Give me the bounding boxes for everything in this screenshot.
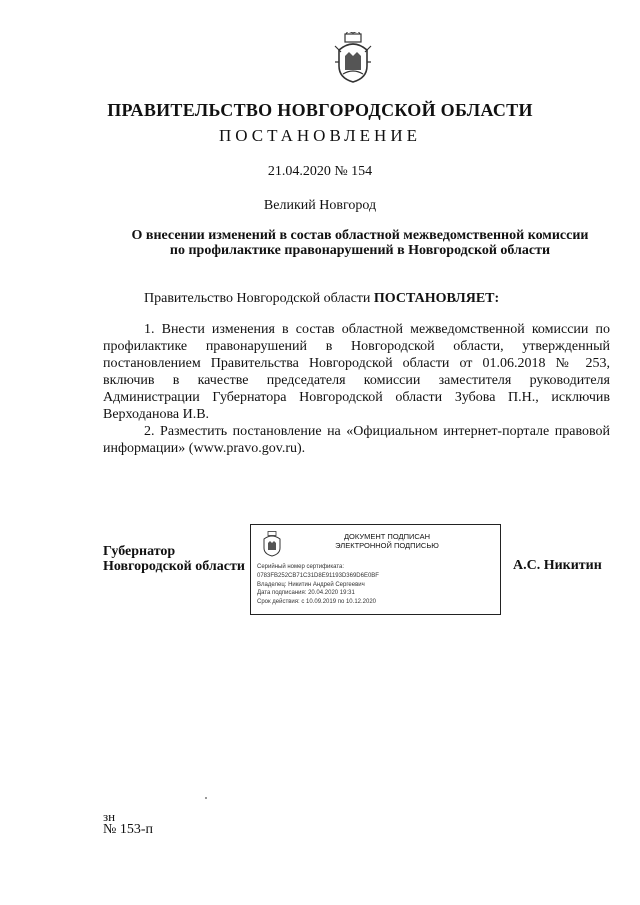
cert-number: 0783FB252CB71C31D8E91193D369D6E0BF	[257, 572, 379, 579]
preamble	[103, 290, 610, 307]
stamp-title-line-2: ЭЛЕКТРОННОЙ ПОДПИСЬЮ	[335, 541, 439, 550]
preamble-text: Правительство Новгородской области	[144, 291, 374, 306]
cert-owner: Владелец: Никитин Андрей Сергеевич	[257, 581, 365, 588]
stamp-emblem-icon	[261, 531, 283, 557]
cert-validity: Срок действия: с 10.09.2019 по 10.12.2020	[257, 599, 377, 606]
footer-initials: зн	[103, 809, 116, 824]
electronic-signature-stamp	[250, 524, 501, 615]
signer-title-line-1: Губернатор	[103, 544, 176, 559]
date-number-line: 21.04.2020 № 154	[267, 164, 373, 179]
footer-reg-number: № 153-п	[103, 822, 154, 837]
cert-label: Серийный номер сертификата:	[257, 564, 345, 570]
document-body	[103, 290, 610, 457]
document-type: ПОСТАНОВЛЕНИЕ	[218, 126, 421, 145]
signed-date: Дата подписания: 20.04.2020 19:31	[257, 590, 355, 597]
stamp-title	[287, 532, 487, 550]
footer-notes	[103, 810, 153, 836]
stamp-details	[257, 563, 379, 607]
document-subject	[100, 228, 620, 258]
signer-title	[103, 544, 245, 574]
government-name: ПРАВИТЕЛЬСТВО НОВГОРОДСКОЙ ОБЛАСТИ	[107, 100, 533, 120]
subject-line-1: О внесении изменений в состав областной межведомственной комиссии	[131, 228, 589, 243]
item-2: 2. Разместить постановление на «Официальном интернет-портале правовой информации» (www.pravo.gov.ru).	[103, 424, 610, 456]
preamble-decree: ПОСТАНОВЛЯЕТ:	[373, 291, 500, 306]
subject-line-2: по профилактике правонарушений в Новгородской области	[169, 243, 551, 258]
scan-speck	[205, 797, 207, 799]
item-1: 1. Внести изменения в состав областной межведомственной комиссии по профилактике правонарушений в Новгородской области, утвержденный постановлением Правительства Новгородской области от 01.06.2018 № 253, включив в качестве председателя комиссии заместителя руководителя Администрации Губернатора Новгородской области Зубова П.Н., исключив Верходанова И.В.	[103, 322, 610, 422]
signer-title-line-2: Новгородской области	[103, 559, 245, 574]
signer-name: А.С. Никитин	[513, 558, 602, 573]
stamp-title-line-1: ДОКУМЕНТ ПОДПИСАН	[343, 532, 431, 541]
coat-of-arms-emblem	[331, 32, 375, 84]
city-name: Великий Новгород	[263, 198, 377, 213]
